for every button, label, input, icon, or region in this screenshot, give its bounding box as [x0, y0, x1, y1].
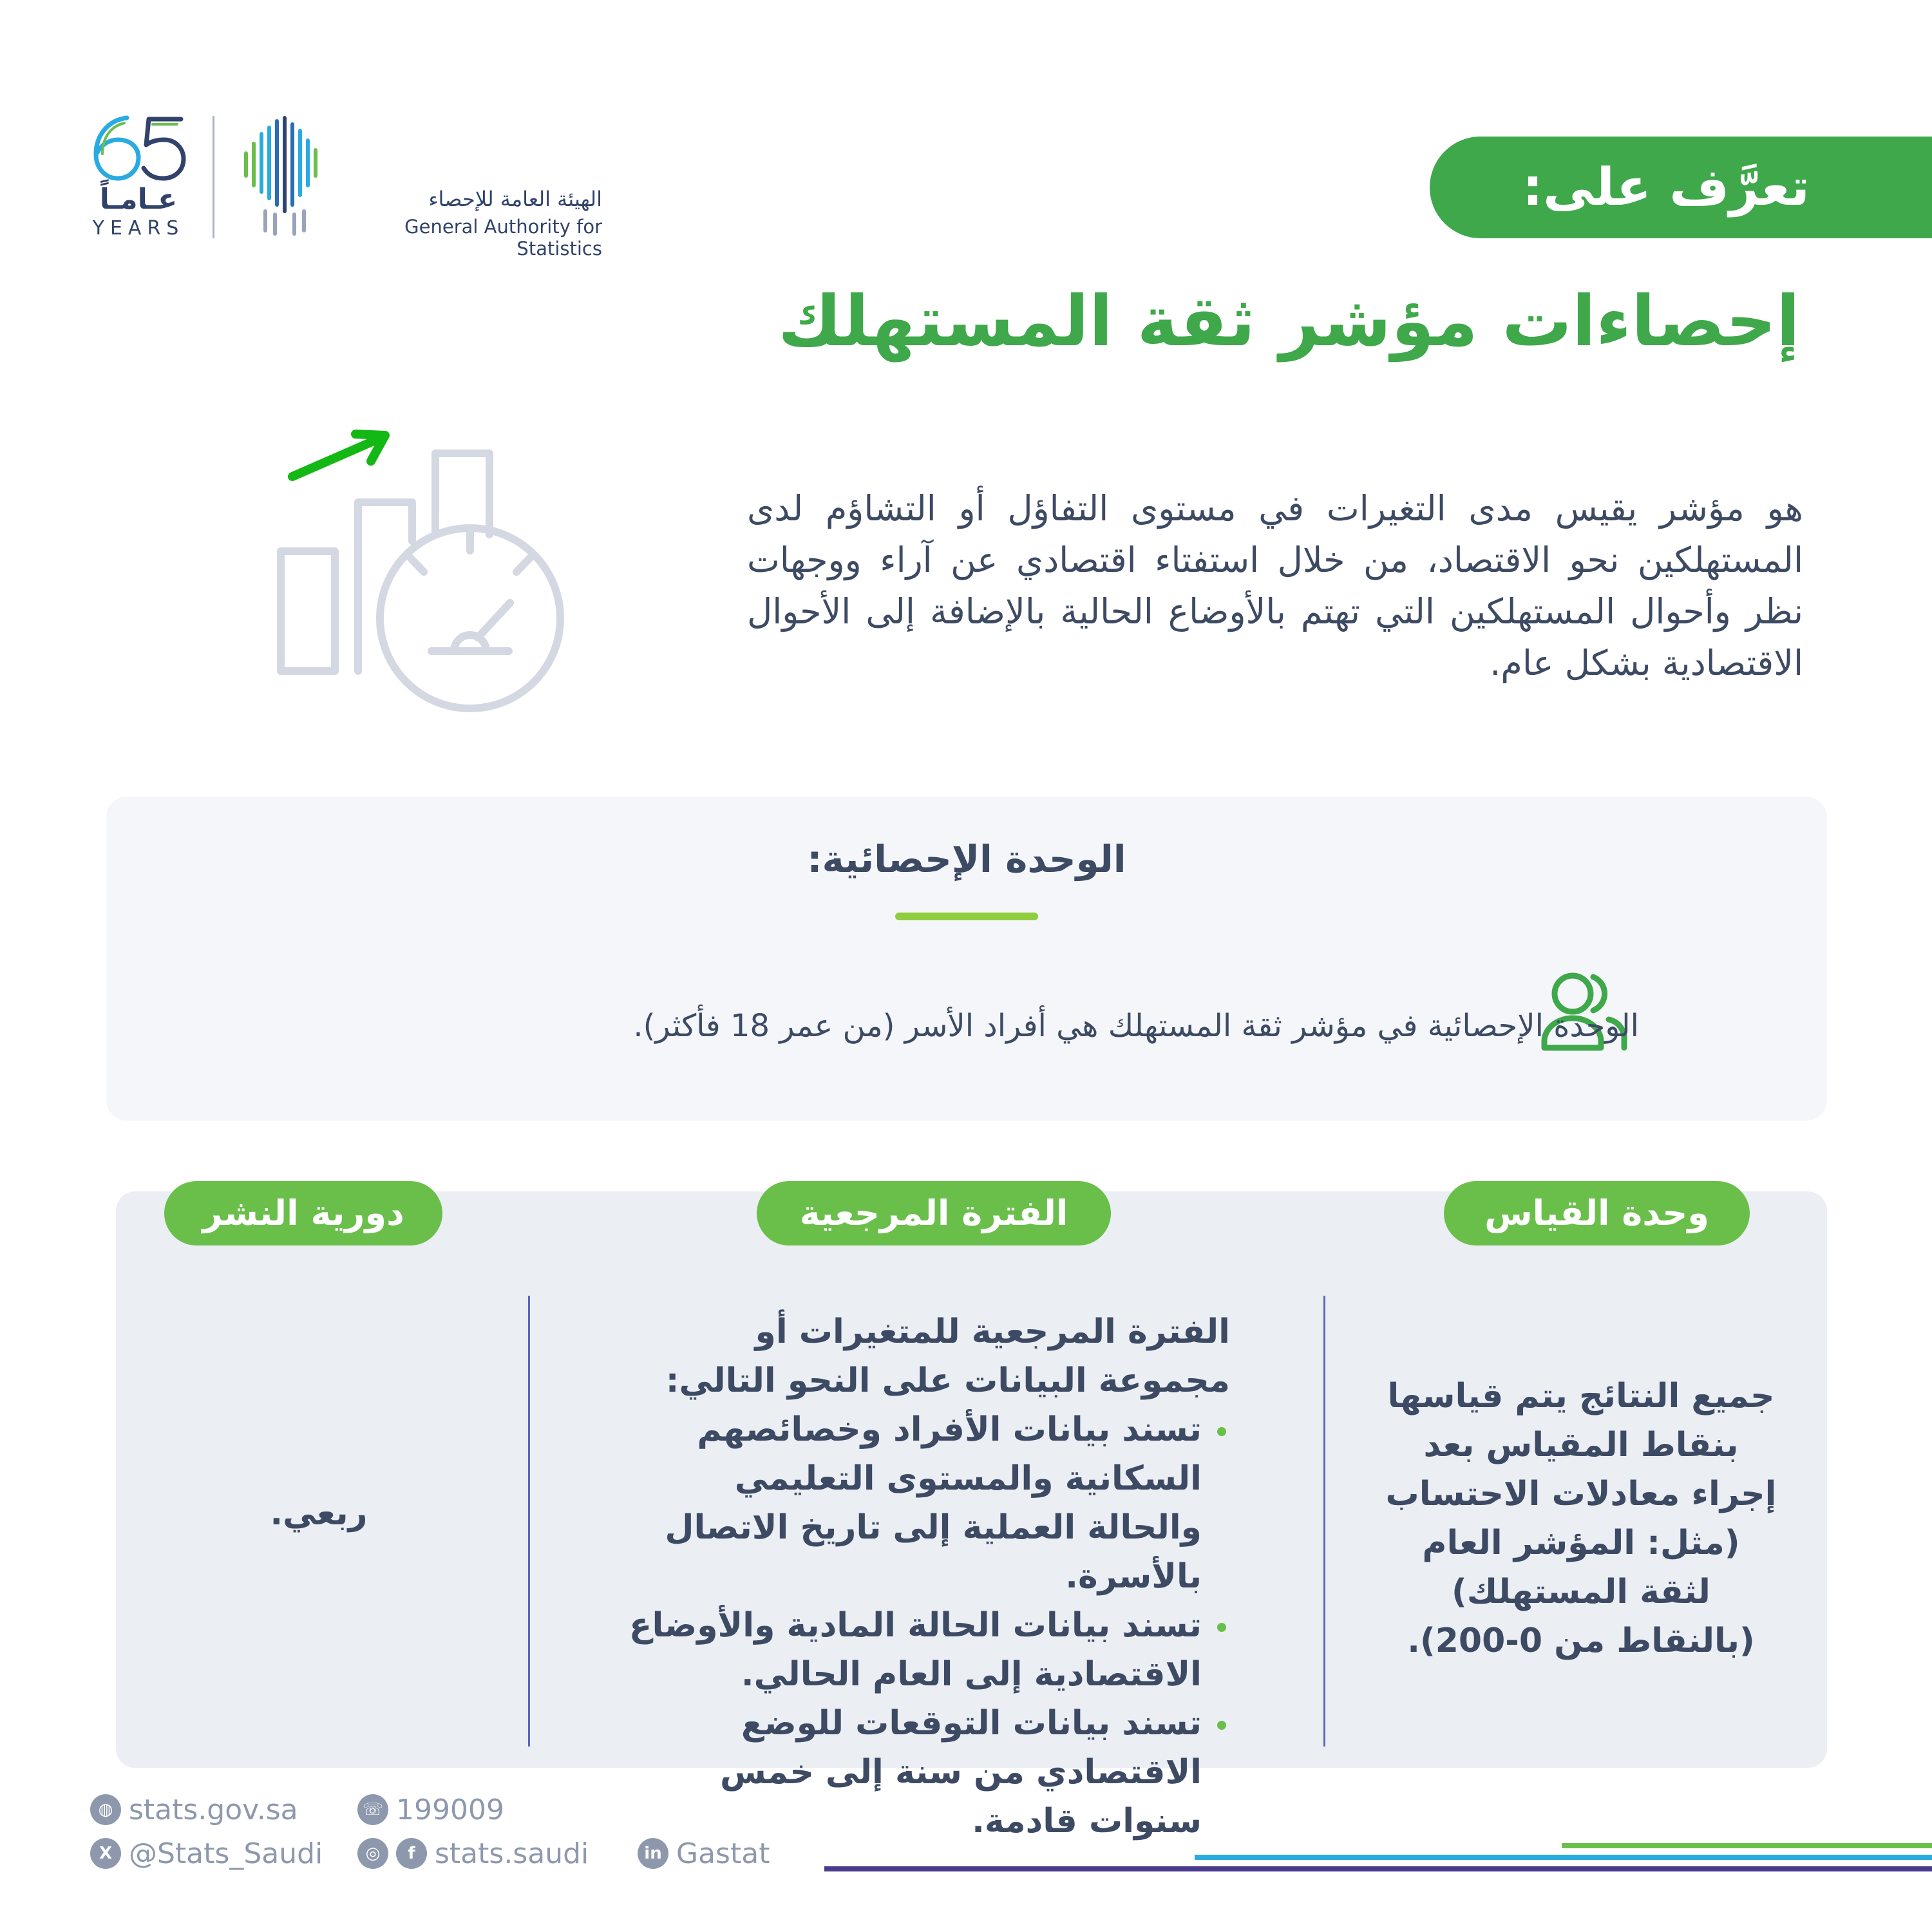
- decorative-stripe: [1562, 1843, 1932, 1848]
- statistical-unit-heading: الوحدة الإحصائية:: [807, 837, 1126, 881]
- footer-x-text: @Stats_Saudi: [129, 1837, 323, 1870]
- list-item: تسند بيانات التوقعات للوضع الاقتصادي من سنة إلى خمس سنوات قادمة.: [615, 1699, 1230, 1846]
- footer-website-text: stats.gov.sa: [129, 1793, 298, 1826]
- instagram-icon: ◎: [357, 1838, 388, 1869]
- measurement-unit-text: جميع النتائج يتم قياسها بنقاط المقياس بعد إجراء معادلات الاحتساب (مثل: المؤشر العام لثقة المستهلك) (بالنقاط من 0-200).: [1385, 1377, 1777, 1660]
- column-divider: [528, 1296, 530, 1747]
- anniversary-number-graphic: [87, 113, 190, 184]
- globe-icon: ◍: [90, 1794, 121, 1825]
- footer-linkedin-link[interactable]: [638, 1835, 770, 1871]
- org-name-arabic: الهيئة العامة للإحصاء: [428, 187, 602, 211]
- facebook-icon: f: [396, 1838, 427, 1869]
- footer-x-link[interactable]: [90, 1835, 323, 1871]
- decorative-stripe: [824, 1866, 1932, 1871]
- measurement-unit-header: وحدة القياس: [1444, 1181, 1750, 1245]
- footer-website-link[interactable]: [90, 1792, 298, 1828]
- list-item: تسند بيانات الحالة المادية والأوضاع الاقتصادية إلى العام الحالي.: [615, 1601, 1230, 1699]
- footer-linkedin-text: Gastat: [676, 1837, 770, 1870]
- anniversary-logo: [87, 113, 193, 245]
- reference-period-header: الفترة المرجعية: [757, 1181, 1111, 1245]
- page-title: إحصاءات مؤشر ثقة المستهلك: [777, 281, 1800, 362]
- intro-pill: [1430, 137, 1932, 238]
- statistical-unit-text: الوحدة الإحصائية في مؤشر ثقة المستهلك هي أفراد الأسر (من عمر 18 فأكثر).: [633, 1008, 1639, 1044]
- description-text: هو مؤشر يقيس مدى التغيرات في مستوى التفاؤل أو التشاؤم لدى المستهلكين نحو الاقتصاد، من خلال استفتاء اقتصادي عن آراء ووجهات نظر وأحوال المستهلكين التي تهتم بالأوضاع الحالية بالإضافة إلى الأحوال الاقتصادية بشكل عام.: [747, 488, 1803, 683]
- gastat-logo-mark: [240, 115, 327, 237]
- org-name-english: General Authority for Statistics: [404, 216, 602, 260]
- reference-period-intro: الفترة المرجعية للمتغيرات أو مجموعة البيانات على النحو التالي:: [665, 1312, 1230, 1400]
- footer-social-text: stats.saudi: [435, 1837, 589, 1870]
- publication-frequency-text: ربعي.: [270, 1494, 368, 1533]
- column-divider: [1323, 1296, 1325, 1747]
- footer-phone-link[interactable]: [357, 1792, 504, 1828]
- reference-period-list: [615, 1405, 1230, 1846]
- list-item: تسند بيانات الأفراد وخصائصهم السكانية والمستوى التعليمي والحالة العملية إلى تاريخ الاتصال بالأسرة.: [615, 1405, 1230, 1601]
- intro-label: تعرَّف على:: [1522, 157, 1810, 217]
- phone-icon: ☏: [357, 1794, 388, 1825]
- anniversary-arabic-label: عـامـاً: [99, 183, 178, 216]
- publication-frequency-header: دورية النشر: [164, 1181, 442, 1245]
- reference-period-content: [615, 1307, 1230, 1846]
- x-icon: X: [90, 1838, 121, 1869]
- footer-social-link[interactable]: [357, 1835, 589, 1871]
- footer-phone-text: 199009: [396, 1793, 504, 1826]
- gauge-chart-illustration-icon: [270, 412, 580, 721]
- heading-underline: [895, 913, 1038, 920]
- linkedin-icon: in: [638, 1838, 668, 1869]
- logo-divider: [213, 116, 214, 238]
- anniversary-english-label: YEARS: [92, 217, 185, 240]
- decorative-stripe: [1195, 1855, 1932, 1860]
